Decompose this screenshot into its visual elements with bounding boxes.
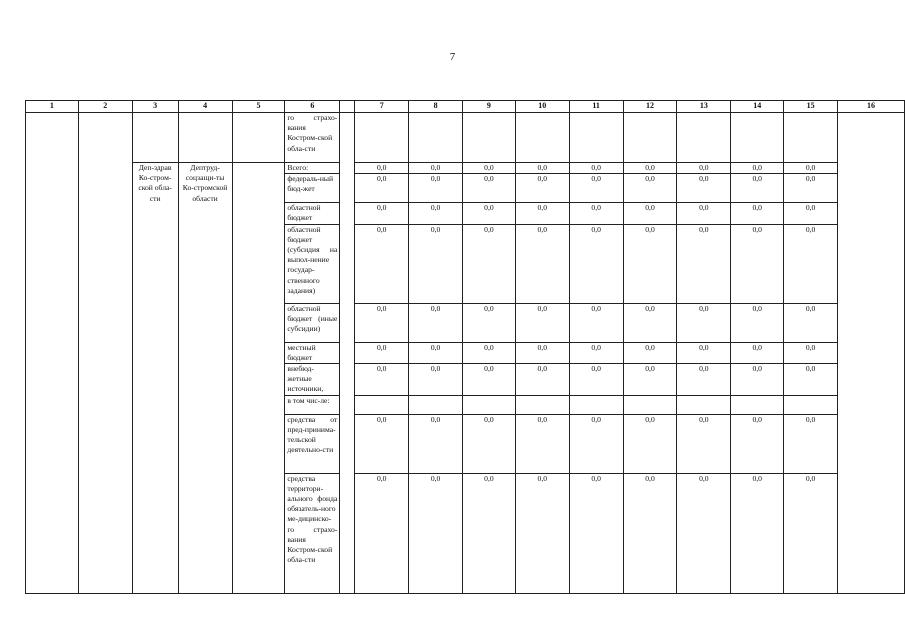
page-number: 7 xyxy=(449,51,456,63)
value-cell: 0,0 xyxy=(463,163,516,174)
cell xyxy=(784,113,838,163)
value-cell: 0,0 xyxy=(355,174,409,203)
value-cell xyxy=(677,395,731,414)
value-cell: 0,0 xyxy=(784,473,838,593)
col-header: 14 xyxy=(731,101,784,113)
value-cell: 0,0 xyxy=(463,364,516,396)
value-cell: 0,0 xyxy=(677,414,731,473)
col-header: 4 xyxy=(178,101,232,113)
value-cell: 0,0 xyxy=(409,303,463,342)
value-cell xyxy=(355,395,409,414)
value-cell: 0,0 xyxy=(569,303,623,342)
value-cell: 0,0 xyxy=(409,473,463,593)
value-cell xyxy=(784,395,838,414)
col-header: 9 xyxy=(463,101,516,113)
cell xyxy=(463,113,516,163)
value-cell: 0,0 xyxy=(623,303,677,342)
value-cell: 0,0 xyxy=(731,473,784,593)
value-cell: 0,0 xyxy=(784,163,838,174)
value-cell: 0,0 xyxy=(409,342,463,363)
value-cell: 0,0 xyxy=(355,303,409,342)
value-cell: 0,0 xyxy=(355,414,409,473)
value-cell: 0,0 xyxy=(731,224,784,303)
value-cell: 0,0 xyxy=(355,224,409,303)
row-label: го страхо-вания Костром-ской обла-сти xyxy=(285,113,340,163)
row-label: внебюд-жетные источники, xyxy=(285,364,340,396)
row-label: местный бюджет xyxy=(285,342,340,363)
value-cell: 0,0 xyxy=(784,203,838,224)
row-label: областной бюджет (иные субсидии) xyxy=(285,303,340,342)
value-cell: 0,0 xyxy=(677,473,731,593)
value-cell: 0,0 xyxy=(355,203,409,224)
cell xyxy=(838,113,905,594)
value-cell xyxy=(623,395,677,414)
value-cell xyxy=(409,395,463,414)
value-cell: 0,0 xyxy=(784,174,838,203)
row-label: Всего: xyxy=(285,163,340,174)
value-cell: 0,0 xyxy=(677,364,731,396)
value-cell: 0,0 xyxy=(355,163,409,174)
cell xyxy=(178,113,232,163)
value-cell: 0,0 xyxy=(569,163,623,174)
org-cell: Деп-здрав Ко-стром-ской обла-сти xyxy=(132,163,178,594)
value-cell: 0,0 xyxy=(409,364,463,396)
value-cell: 0,0 xyxy=(731,203,784,224)
cell xyxy=(78,113,132,594)
value-cell: 0,0 xyxy=(515,364,569,396)
value-cell: 0,0 xyxy=(731,174,784,203)
value-cell: 0,0 xyxy=(731,364,784,396)
col-header: 16 xyxy=(838,101,905,113)
cell xyxy=(132,113,178,163)
value-cell: 0,0 xyxy=(463,224,516,303)
col-header: 8 xyxy=(409,101,463,113)
executor-cell: Дептруд-соцзащи-ты Ко-стромской области xyxy=(178,163,232,594)
cell xyxy=(232,163,285,594)
value-cell: 0,0 xyxy=(623,203,677,224)
col-header xyxy=(340,101,355,113)
value-cell: 0,0 xyxy=(623,473,677,593)
value-cell: 0,0 xyxy=(784,303,838,342)
value-cell: 0,0 xyxy=(569,224,623,303)
budget-table xyxy=(25,100,905,594)
value-cell: 0,0 xyxy=(569,342,623,363)
value-cell: 0,0 xyxy=(731,163,784,174)
value-cell: 0,0 xyxy=(677,342,731,363)
value-cell: 0,0 xyxy=(463,174,516,203)
col-header: 1 xyxy=(26,101,79,113)
col-header: 12 xyxy=(623,101,677,113)
value-cell xyxy=(463,395,516,414)
value-cell: 0,0 xyxy=(784,414,838,473)
col-header: 6 xyxy=(285,101,340,113)
value-cell: 0,0 xyxy=(623,364,677,396)
value-cell: 0,0 xyxy=(623,174,677,203)
cell xyxy=(340,113,355,594)
table-row xyxy=(26,113,905,163)
row-label: средства от пред-принима-тельской деятельно-сти xyxy=(285,414,340,473)
value-cell: 0,0 xyxy=(731,414,784,473)
value-cell: 0,0 xyxy=(677,203,731,224)
header-row xyxy=(26,101,905,113)
col-header: 2 xyxy=(78,101,132,113)
value-cell: 0,0 xyxy=(463,342,516,363)
value-cell: 0,0 xyxy=(515,163,569,174)
value-cell: 0,0 xyxy=(409,163,463,174)
row-label: федераль-ный бюд-жет xyxy=(285,174,340,203)
col-header: 13 xyxy=(677,101,731,113)
value-cell: 0,0 xyxy=(784,224,838,303)
value-cell: 0,0 xyxy=(677,303,731,342)
value-cell: 0,0 xyxy=(409,174,463,203)
value-cell: 0,0 xyxy=(569,473,623,593)
table-row xyxy=(26,163,905,174)
value-cell: 0,0 xyxy=(355,364,409,396)
cell xyxy=(731,113,784,163)
value-cell: 0,0 xyxy=(569,174,623,203)
value-cell: 0,0 xyxy=(515,342,569,363)
cell xyxy=(569,113,623,163)
value-cell: 0,0 xyxy=(784,342,838,363)
value-cell: 0,0 xyxy=(515,224,569,303)
value-cell: 0,0 xyxy=(515,414,569,473)
col-header: 11 xyxy=(569,101,623,113)
value-cell xyxy=(569,395,623,414)
value-cell: 0,0 xyxy=(409,414,463,473)
value-cell xyxy=(731,395,784,414)
value-cell xyxy=(515,395,569,414)
cell xyxy=(515,113,569,163)
value-cell: 0,0 xyxy=(677,174,731,203)
value-cell: 0,0 xyxy=(677,163,731,174)
value-cell: 0,0 xyxy=(784,364,838,396)
value-cell: 0,0 xyxy=(463,303,516,342)
cell xyxy=(623,113,677,163)
value-cell: 0,0 xyxy=(515,303,569,342)
cell xyxy=(409,113,463,163)
value-cell: 0,0 xyxy=(569,414,623,473)
value-cell: 0,0 xyxy=(731,342,784,363)
value-cell: 0,0 xyxy=(409,224,463,303)
cell xyxy=(232,113,285,163)
row-label: областной бюджет (субсидия на выпол-нение государ-ственного задания) xyxy=(285,224,340,303)
row-label: областной бюджет xyxy=(285,203,340,224)
value-cell: 0,0 xyxy=(623,414,677,473)
value-cell: 0,0 xyxy=(355,473,409,593)
value-cell: 0,0 xyxy=(463,203,516,224)
value-cell: 0,0 xyxy=(677,224,731,303)
value-cell: 0,0 xyxy=(731,303,784,342)
col-header: 15 xyxy=(784,101,838,113)
value-cell: 0,0 xyxy=(623,163,677,174)
value-cell: 0,0 xyxy=(463,473,516,593)
value-cell: 0,0 xyxy=(569,364,623,396)
value-cell: 0,0 xyxy=(409,203,463,224)
value-cell: 0,0 xyxy=(569,203,623,224)
value-cell: 0,0 xyxy=(515,473,569,593)
col-header: 10 xyxy=(515,101,569,113)
value-cell: 0,0 xyxy=(623,342,677,363)
value-cell: 0,0 xyxy=(623,224,677,303)
cell xyxy=(26,113,79,594)
col-header: 3 xyxy=(132,101,178,113)
col-header: 7 xyxy=(355,101,409,113)
value-cell: 0,0 xyxy=(355,342,409,363)
row-label: в том чис-ле: xyxy=(285,395,340,414)
cell xyxy=(355,113,409,163)
cell xyxy=(677,113,731,163)
value-cell: 0,0 xyxy=(515,203,569,224)
value-cell: 0,0 xyxy=(463,414,516,473)
row-label: средства территори-ального фонда обязатель-ного ме-дицинско-го страхо-вания Костром-ской обла-сти xyxy=(285,473,340,593)
value-cell: 0,0 xyxy=(515,174,569,203)
col-header: 5 xyxy=(232,101,285,113)
